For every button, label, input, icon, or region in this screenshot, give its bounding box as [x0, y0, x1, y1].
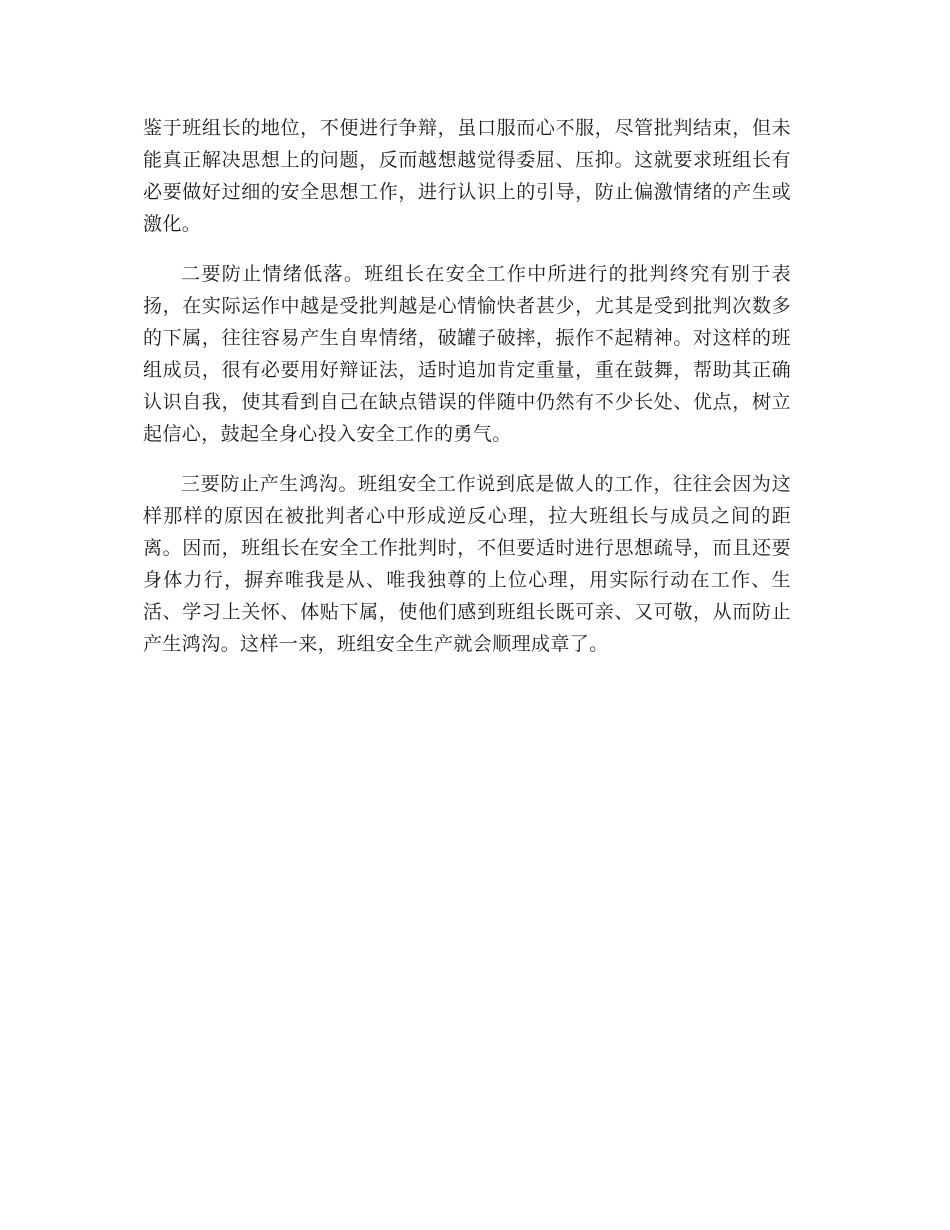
paragraph-prevent-gap: 三要防止产生鸿沟。班组安全工作说到底是做人的工作，往往会因为这样那样的原因在被批判者心中形成逆反心理，拉大班组长与成员之间的距离。因而，班组长在安全工作批判时，不但要适时进行思想疏导，而且还要身体力行，摒弃唯我是从、唯我独尊的上位心理，用实际行动在工作、生活、学习上关怀、体贴下属，使他们感到班组长既可亲、又可敬，从而防止产生鸿沟。这样一来，班组安全生产就会顺理成章了。: [143, 473, 791, 655]
document-page: [143, 112, 791, 678]
paragraph-prevent-low-mood: 二要防止情绪低落。班组长在安全工作中所进行的批判终究有别于表扬，在实际运作中越是受批判越是心情愉快者甚少，尤其是受到批判次数多的下属，往往容易产生自卑情绪，破罐子破摔，振作不起精神。对这样的班组成员，很有必要用好辩证法，适时追加肯定重量，重在鼓舞，帮助其正确认识自我，使其看到自己在缺点错误的伴随中仍然有不少长处、优点，树立起信心，鼓起全身心投入安全工作的勇气。: [143, 263, 791, 445]
paragraph-continuation: 鉴于班组长的地位，不便进行争辩，虽口服而心不服，尽管批判结束，但未能真正解决思想上的问题，反而越想越觉得委屈、压抑。这就要求班组长有必要做好过细的安全思想工作，进行认识上的引导，防止偏激情绪的产生或激化。: [143, 117, 791, 235]
